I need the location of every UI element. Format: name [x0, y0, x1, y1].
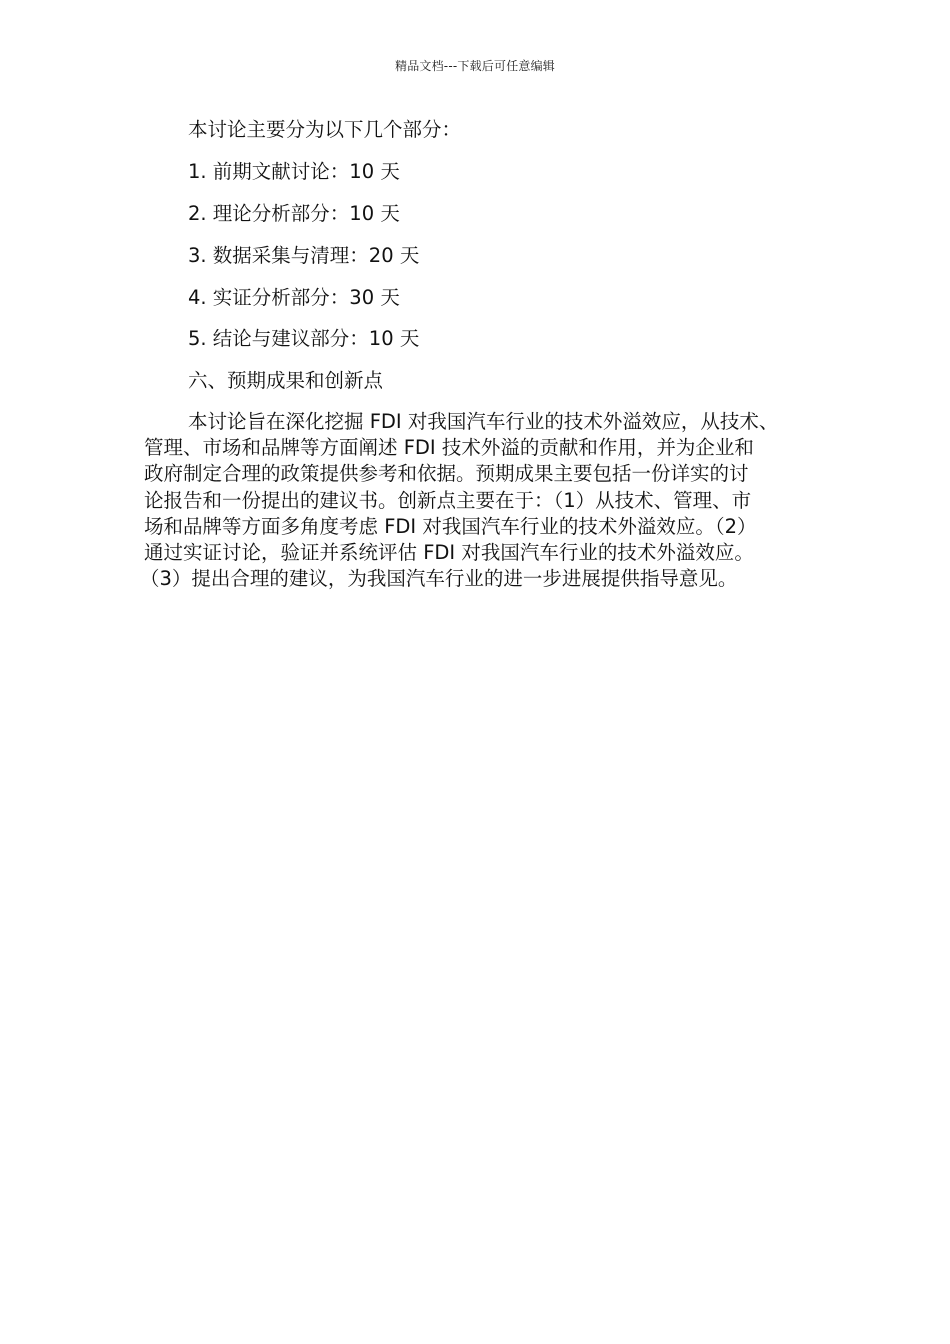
schedule-item-3: 3. 数据采集与清理：20 天	[188, 244, 420, 267]
section-heading: 六、预期成果和创新点	[188, 369, 384, 392]
paragraph-line: 本讨论旨在深化挖掘 FDI 对我国汽车行业的技术外溢效应，从技术、	[188, 410, 779, 433]
schedule-item-4: 4. 实证分析部分：30 天	[188, 286, 400, 309]
paragraph-line: 通过实证讨论，验证并系统评估 FDI 对我国汽车行业的技术外溢效应。	[144, 541, 754, 565]
paragraph-line: 论报告和一份提出的建议书。创新点主要在于：（1）从技术、管理、市	[144, 488, 752, 512]
schedule-item-2: 2. 理论分析部分：10 天	[188, 202, 400, 225]
intro-line: 本讨论主要分为以下几个部分：	[188, 118, 462, 141]
page-header: 精品文档---下载后可任意编辑	[395, 59, 555, 73]
paragraph-line: 政府制定合理的政策提供参考和依据。预期成果主要包括一份详实的讨	[144, 462, 749, 486]
schedule-item-5: 5. 结论与建议部分：10 天	[188, 327, 420, 350]
paragraph-line: 场和品牌等方面多角度考虑 FDI 对我国汽车行业的技术外溢效应。（2）	[144, 514, 757, 538]
paragraph-line: 管理、市场和品牌等方面阐述 FDI 技术外溢的贡献和作用，并为企业和	[144, 436, 754, 460]
paragraph-line: （3）提出合理的建议，为我国汽车行业的进一步进展提供指导意见。	[140, 567, 738, 591]
body-paragraph	[140, 409, 804, 592]
schedule-item-1: 1. 前期文献讨论：10 天	[188, 160, 400, 183]
